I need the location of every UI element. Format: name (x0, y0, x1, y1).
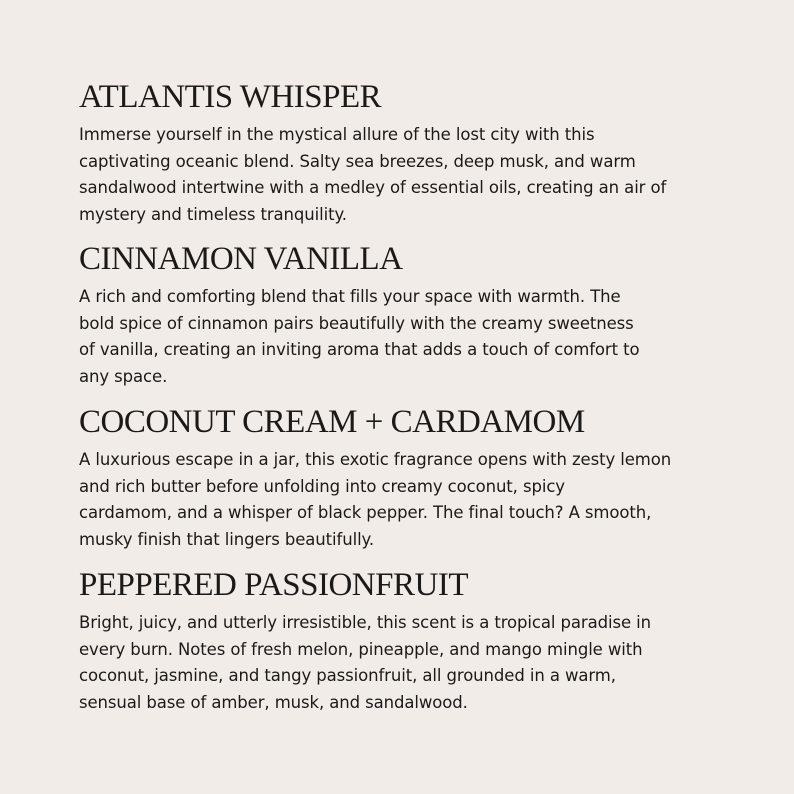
scent-section-peppered-passionfruit (79, 566, 739, 716)
description-line: mystery and timeless tranquility. (79, 204, 347, 224)
description-line: musky finish that lingers beautifully. (79, 529, 375, 549)
scent-section-atlantis-whisper (79, 78, 739, 228)
description-line: bold spice of cinnamon pairs beautifully with the creamy sweetness (79, 313, 634, 333)
scent-description (79, 610, 739, 716)
scent-description (79, 447, 739, 553)
description-line: coconut, jasmine, and tangy passionfruit, all grounded in a warm, (79, 666, 616, 685)
scent-title: CINNAMON VANILLA (79, 241, 403, 277)
scent-title: PEPPERED PASSIONFRUIT (79, 567, 468, 603)
scent-section-cinnamon-vanilla (79, 240, 739, 390)
description-line: A rich and comforting blend that fills your space with warmth. The (79, 287, 621, 306)
scent-description (79, 122, 739, 228)
description-line: sensual base of amber, musk, and sandalwood. (79, 692, 468, 712)
description-line: any space. (79, 366, 168, 386)
description-line: Bright, juicy, and utterly irresistible, this scent is a tropical paradise in (79, 613, 651, 632)
description-line: of vanilla, creating an inviting aroma that adds a touch of comfort to (79, 340, 640, 359)
description-line: Immerse yourself in the mystical allure of the lost city with this (79, 125, 595, 144)
scent-title: ATLANTIS WHISPER (79, 79, 382, 115)
scent-description (79, 284, 739, 390)
description-line: A luxurious escape in a jar, this exotic fragrance opens with zesty lemon (79, 450, 672, 469)
description-line: captivating oceanic blend. Salty sea breezes, deep musk, and warm (79, 151, 636, 171)
description-line: cardamom, and a whisper of black pepper. The final touch? A smooth, (79, 503, 652, 522)
scent-title: COCONUT CREAM + CARDAMOM (79, 404, 585, 440)
description-line: and rich butter before unfolding into creamy coconut, spicy (79, 476, 565, 496)
description-line: every burn. Notes of fresh melon, pineapple, and mango mingle with (79, 639, 643, 659)
description-line: sandalwood intertwine with a medley of essential oils, creating an air of (79, 178, 667, 197)
scent-section-coconut-cream-cardamom (79, 403, 739, 553)
